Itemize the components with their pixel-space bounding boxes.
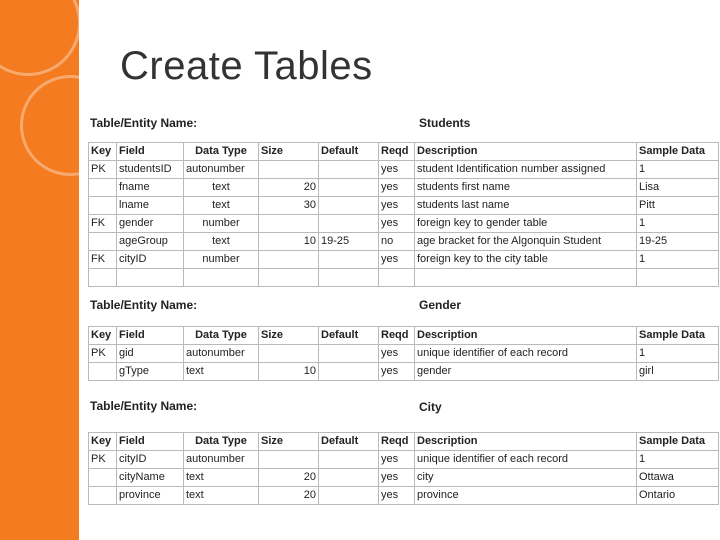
cell-description: unique identifier of each record	[415, 451, 637, 469]
col-reqd: Reqd	[379, 327, 415, 345]
decorative-circle	[0, 0, 79, 76]
header-row	[89, 433, 719, 451]
cell-key	[89, 487, 117, 505]
col-reqd: Reqd	[379, 433, 415, 451]
cell-key	[89, 469, 117, 487]
cell-field: cityID	[117, 251, 184, 269]
cell-reqd: yes	[379, 487, 415, 505]
table-entity-name: Gender	[419, 298, 462, 312]
cell-sample: girl	[637, 363, 719, 381]
col-key: Key	[89, 143, 117, 161]
cell-reqd: yes	[379, 363, 415, 381]
cell-sample: 19-25	[637, 233, 719, 251]
cell-reqd: yes	[379, 215, 415, 233]
table-row	[89, 197, 719, 215]
cell-size	[259, 345, 319, 363]
cell-default	[319, 179, 379, 197]
cell-sample: 1	[637, 345, 719, 363]
cell-sample: Pitt	[637, 197, 719, 215]
cell-field: gType	[117, 363, 184, 381]
cell-sample: 1	[637, 161, 719, 179]
cell-default	[319, 363, 379, 381]
header-row	[89, 143, 719, 161]
cell-default: 19-25	[319, 233, 379, 251]
cell-description: foreign key to gender table	[415, 215, 637, 233]
cell-reqd: yes	[379, 179, 415, 197]
table-row	[89, 251, 719, 269]
table-row	[89, 451, 719, 469]
table-row	[89, 215, 719, 233]
cell-size	[259, 215, 319, 233]
cell-key	[89, 197, 117, 215]
cell-key: PK	[89, 345, 117, 363]
col-field: Field	[117, 143, 184, 161]
cell-description: age bracket for the Algonquin Student	[415, 233, 637, 251]
cell-data-type: text	[184, 233, 259, 251]
cell-description: unique identifier of each record	[415, 345, 637, 363]
cell-description: city	[415, 469, 637, 487]
cell-size: 10	[259, 233, 319, 251]
cell-sample: 1	[637, 215, 719, 233]
cell-field: gender	[117, 215, 184, 233]
table-entity-name: Students	[419, 116, 471, 130]
empty-row	[89, 269, 719, 287]
cell-reqd: yes	[379, 197, 415, 215]
cell-reqd: yes	[379, 161, 415, 179]
cell-default	[319, 197, 379, 215]
table-row	[89, 487, 719, 505]
cell-data-type: number	[184, 215, 259, 233]
table-row	[89, 161, 719, 179]
cell-reqd: yes	[379, 451, 415, 469]
cell-field: ageGroup	[117, 233, 184, 251]
col-description: Description	[415, 433, 637, 451]
cell-field: province	[117, 487, 184, 505]
cell-key	[89, 179, 117, 197]
cell-data-type: text	[184, 363, 259, 381]
col-sample-data: Sample Data	[637, 327, 719, 345]
cell-data-type: autonumber	[184, 451, 259, 469]
col-default: Default	[319, 433, 379, 451]
decorative-circle	[20, 75, 79, 176]
col-description: Description	[415, 143, 637, 161]
cell-data-type: text	[184, 487, 259, 505]
cell-field: studentsID	[117, 161, 184, 179]
cell-default	[319, 251, 379, 269]
table-row	[89, 345, 719, 363]
cell-sample: 1	[637, 451, 719, 469]
cell-reqd: yes	[379, 469, 415, 487]
cell-key: PK	[89, 451, 117, 469]
col-key: Key	[89, 433, 117, 451]
col-data-type: Data Type	[184, 327, 259, 345]
cell-default	[319, 469, 379, 487]
cell-size	[259, 161, 319, 179]
col-size: Size	[259, 433, 319, 451]
col-description: Description	[415, 327, 637, 345]
cell-default	[319, 451, 379, 469]
gender-table	[88, 326, 719, 381]
cell-data-type: autonumber	[184, 161, 259, 179]
orange-sidebar	[0, 0, 79, 540]
cell-sample: Ontario	[637, 487, 719, 505]
table-row	[89, 233, 719, 251]
cell-description: students last name	[415, 197, 637, 215]
table-row	[89, 469, 719, 487]
cell-key: FK	[89, 251, 117, 269]
cell-reqd: yes	[379, 251, 415, 269]
cell-data-type: text	[184, 197, 259, 215]
cell-field: gid	[117, 345, 184, 363]
cell-size	[259, 251, 319, 269]
col-sample-data: Sample Data	[637, 143, 719, 161]
cell-data-type: text	[184, 469, 259, 487]
cell-description: gender	[415, 363, 637, 381]
table-row	[89, 363, 719, 381]
cell-data-type: autonumber	[184, 345, 259, 363]
table-entity-name: City	[419, 400, 442, 414]
cell-key	[89, 363, 117, 381]
cell-sample: Ottawa	[637, 469, 719, 487]
cell-description: student Identification number assigned	[415, 161, 637, 179]
table-entity-label: Table/Entity Name:	[90, 116, 198, 130]
cell-description: students first name	[415, 179, 637, 197]
cell-size	[259, 451, 319, 469]
cell-field: lname	[117, 197, 184, 215]
table-entity-label: Table/Entity Name:	[90, 399, 198, 413]
cell-size: 30	[259, 197, 319, 215]
cell-default	[319, 215, 379, 233]
col-reqd: Reqd	[379, 143, 415, 161]
cell-field: cityID	[117, 451, 184, 469]
cell-key	[89, 233, 117, 251]
col-default: Default	[319, 143, 379, 161]
col-size: Size	[259, 327, 319, 345]
table-entity-label: Table/Entity Name:	[90, 298, 198, 312]
cell-reqd: yes	[379, 345, 415, 363]
cell-size: 20	[259, 487, 319, 505]
cell-default	[319, 487, 379, 505]
col-sample-data: Sample Data	[637, 433, 719, 451]
cell-field: cityName	[117, 469, 184, 487]
col-data-type: Data Type	[184, 143, 259, 161]
slide-title: Create Tables	[120, 44, 373, 88]
col-size: Size	[259, 143, 319, 161]
col-field: Field	[117, 433, 184, 451]
cell-field: fname	[117, 179, 184, 197]
cell-size: 20	[259, 179, 319, 197]
city-table	[88, 432, 719, 505]
cell-default	[319, 161, 379, 179]
table-sheet	[88, 102, 718, 506]
cell-key: PK	[89, 161, 117, 179]
cell-description: province	[415, 487, 637, 505]
cell-description: foreign key to the city table	[415, 251, 637, 269]
col-field: Field	[117, 327, 184, 345]
cell-sample: Lisa	[637, 179, 719, 197]
col-default: Default	[319, 327, 379, 345]
cell-size: 20	[259, 469, 319, 487]
col-data-type: Data Type	[184, 433, 259, 451]
cell-reqd: no	[379, 233, 415, 251]
cell-key: FK	[89, 215, 117, 233]
cell-data-type: text	[184, 179, 259, 197]
students-table	[88, 142, 719, 287]
cell-default	[319, 345, 379, 363]
cell-sample: 1	[637, 251, 719, 269]
header-row	[89, 327, 719, 345]
cell-data-type: number	[184, 251, 259, 269]
cell-size: 10	[259, 363, 319, 381]
table-row	[89, 179, 719, 197]
col-key: Key	[89, 327, 117, 345]
